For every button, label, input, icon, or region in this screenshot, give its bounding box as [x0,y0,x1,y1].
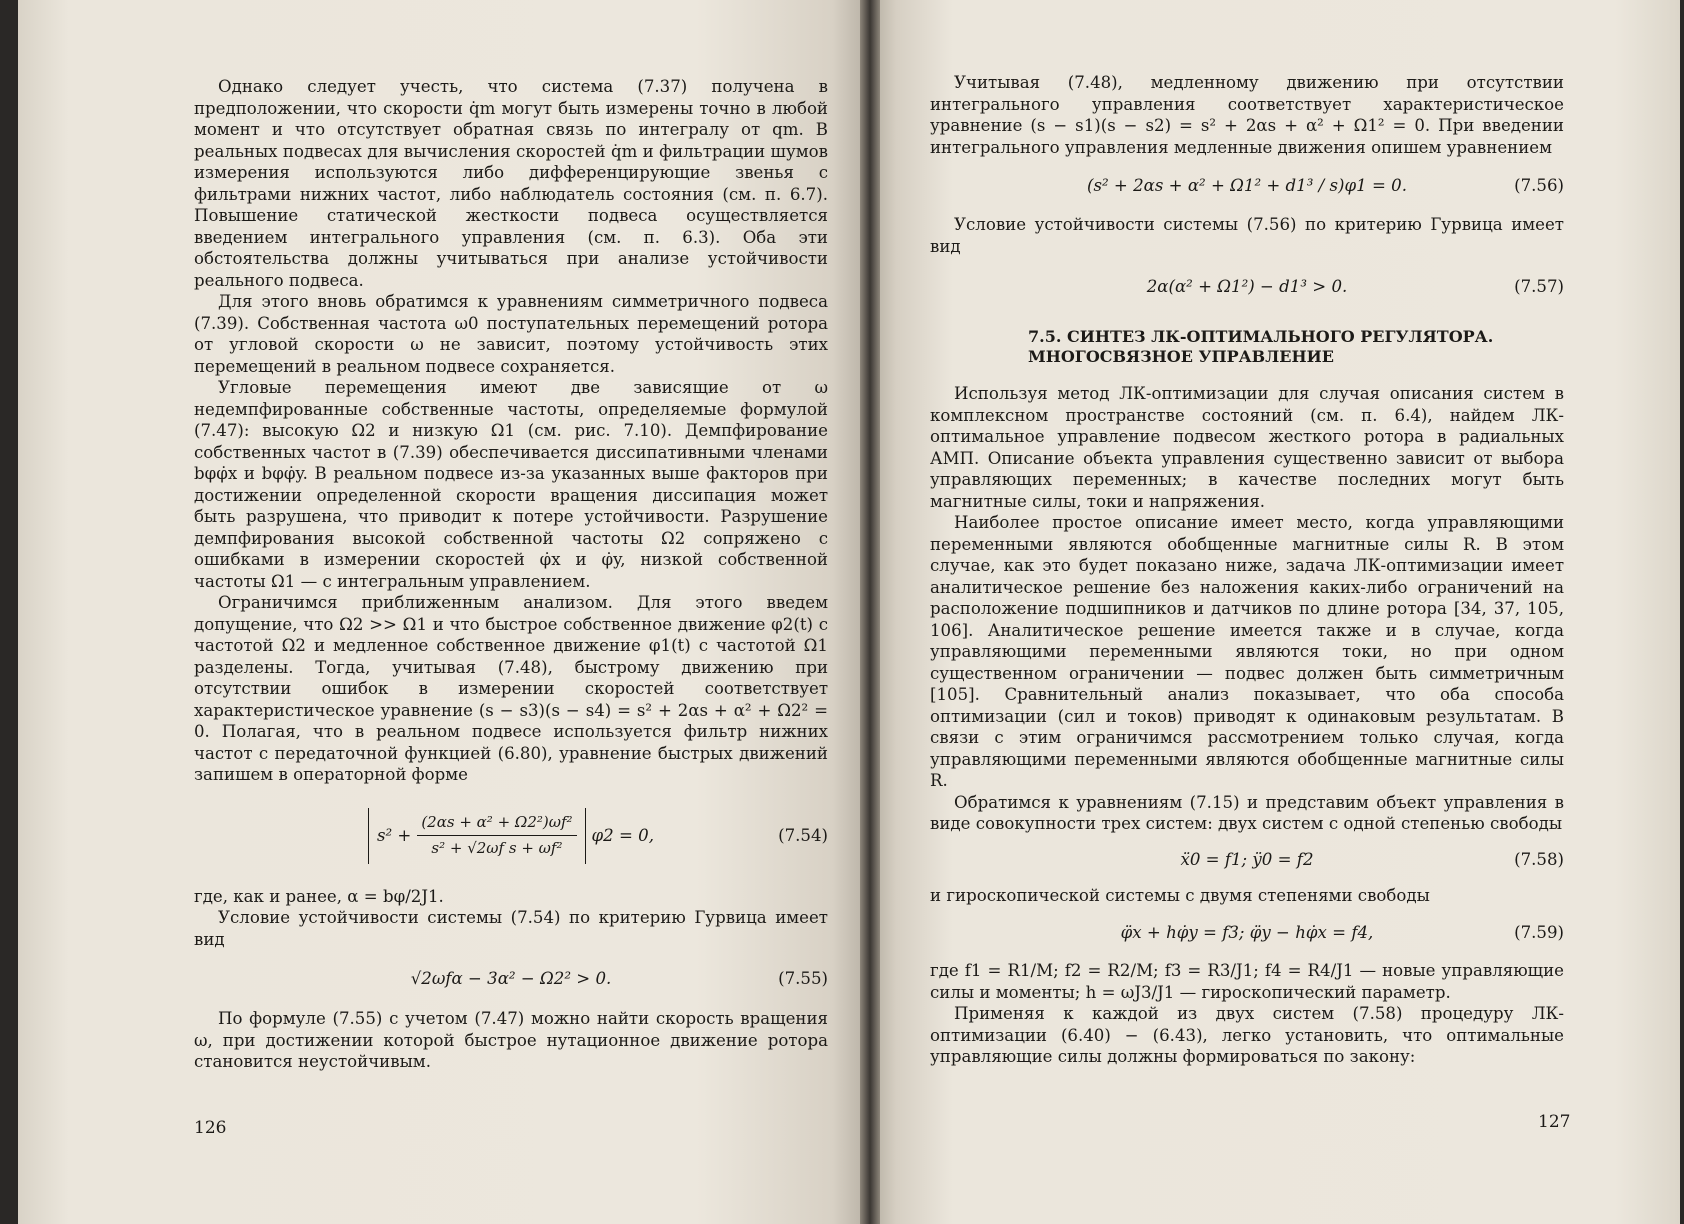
paragraph: Обратимся к уравнениям (7.15) и представим объект управления в виде совокупности трех систем: двух систем с одной степенью свободы [930,792,1564,833]
paragraph: Угловые перемещения имеют две зависящие от ω недемпфированные собственные частоты, определяемые формулой (7.47): высокую Ω2 и низкую Ω1 (см. рис. 7.10). Демпфирование собственных частот в (7.39) обеспечивается диссипативными членами bφφ̇x и bφφ̇y. В реальном подвесе из-за указанных выше факторов при достижении определенной скорости вращения диссипация может быть разрушена, что приводит к потере устойчивости. Разрушение демпфирования высокой собственной частоты Ω2 сопряжено с ошибками в измерении скоростей φ̇x и φ̇y, низкой собственной частоты Ω1 — с интегральным управлением. [194,378,828,591]
equation-7-59 [930,916,1564,950]
paragraph: Наиболее простое описание имеет место, когда управляющими переменными являются обобщенные магнитные силы R. В этом случае, как это будет показано ниже, задача ЛК-оптимизации имеет аналитическое решение без наложения каких-либо ограничений на расположение подшипников и датчиков по длине ротора [34, 37, 105, 106]. Аналитическое решение имеется также и в случае, когда управляющими переменными являются токи, но при одном существенном ограничении — подвес должен быть симметричным [105]. Сравнительный анализ показывает, что оба способа оптимизации (сил и токов) приводят к одинаковым результатам. В связи с этим ограничимся рассмотрением только случая, когда управляющими переменными являются обобщенные магнитные силы R. [930,513,1564,790]
fraction-numerator: (2αs + α² + Ω2²)ωf² [417,812,576,837]
equation-7-57 [930,267,1564,307]
equation-7-58 [930,845,1564,875]
eq-expr: ẍ0 = f1; ÿ0 = f2 [1180,849,1314,869]
paragraph: Используя метод ЛК-оптимизации для случая описания систем в комплексном пространстве состояний (см. п. 6.4), найдем ЛК-оптимальное управление подвесом жесткого ротора в радиальных АМП. Описание объекта управления существенно зависит от выбора управляющих переменных; в качестве последних могут быть магнитные силы, токи и напряжения. [930,384,1564,511]
paragraph: Для этого вновь обратимся к уравнениям симметричного подвеса (7.39). Собственная частота ω0 поступательных перемещений ротора от угловой скорости ω не зависит, поэтому устойчивость этих перемещений в реальном подвесе сохраняется. [194,292,828,376]
paragraph: Однако следует учесть, что система (7.37) получена в предположении, что скорости q̇m могут быть измерены точно в любой момент и что отсутствует обратная связь по интегралу от qm. В реальных подвесах для вычисления скоростей q̇m и фильтрации шумов измерения используются либо дифференцирующие звенья с фильтрами нижних частот, либо наблюдатель состояния (см. п. 6.7). Повышение статической жесткости подвеса осуществляется введением интегрального управления (см. п. 6.3). Оба эти обстоятельства должны учитываться при анализе устойчивости реального подвеса. [194,77,828,290]
paragraph: где, как и ранее, α = bφ/2J1. [194,886,444,906]
equation-7-56 [930,168,1564,204]
paragraph: Учитывая (7.48), медленному движению при отсутствии интегрального управления соответствует характеристическое уравнение (s − s1)(s − s2) = s² + 2αs + α² + Ω1² = 0. При введении интегрального управления медленные движения опишем уравнением [930,73,1564,157]
book-gutter [860,0,880,1224]
fraction [417,812,576,860]
paragraph: и гироскопической системы с двумя степенями свободы [930,885,1430,905]
eq-expr: φ̈x + hφ̇y = f3; φ̈y − hφ̇x = f4, [1120,923,1374,943]
eq-lead: s² + [376,825,412,845]
paragraph: Ограничимся приближенным анализом. Для этого введем допущение, что Ω2 >> Ω1 и что быстрое собственное движение φ2(t) с частотой Ω2 и медленное собственное движение φ1(t) с частотой Ω1 разделены. Тогда, учитывая (7.48), быстрому движению при отсутствии ошибок в измерении скоростей соответствует характеристическое уравнение (s − s3)(s − s4) = s² + 2αs + α² + Ω2² = 0. Полагая, что в реальном подвесе используется фильтр нижних частот с передаточной функцией (6.80), уравнение быстрых движений запишем в операторной форме [194,593,828,784]
heading-line: МНОГОСВЯЗНОЕ УПРАВЛЕНИЕ [1028,347,1334,366]
equation-label: (7.55) [778,969,828,989]
equation-label: (7.57) [1514,277,1564,297]
paragraph: По формуле (7.55) с учетом (7.47) можно найти скорость вращения ω, при достижении которой быстрое нутационное движение ротора становится неустойчивым. [194,1009,828,1071]
paragraph: Условие устойчивости системы (7.56) по критерию Гурвица имеет вид [930,215,1564,256]
fraction-denominator: s² + √2ωf s + ωf² [431,839,563,857]
equation-label: (7.59) [1514,923,1564,943]
equation-label: (7.54) [778,825,828,845]
paragraph: Условие устойчивости системы (7.54) по критерию Гурвица имеет вид [194,908,828,949]
eq-expr: √2ωfα − 3α² − Ω2² > 0. [410,969,612,989]
eq-expr: (s² + 2αs + α² + Ω1² + d1³ / s)φ1 = 0. [1087,176,1407,196]
bracket-group [368,808,586,864]
equation-label: (7.56) [1514,176,1564,196]
page-number-left: 126 [194,1118,227,1138]
eq-tail: φ2 = 0, [591,825,655,845]
equation-7-55 [194,960,828,998]
equation-7-54 [194,796,828,876]
paragraph: где f1 = R1/M; f2 = R2/M; f3 = R3/J1; f4 = R4/J1 — новые управляющие силы и моменты; h = ωJ3/J1 — гироскопический параметр. [930,961,1564,1002]
right-page-body [930,72,1564,1068]
section-heading [930,327,1564,367]
paragraph: Применяя к каждой из двух систем (7.58) процедуру ЛК-оптимизации (6.40) − (6.43), легко установить, что оптимальные управляющие силы должны формироваться по закону: [930,1004,1564,1066]
left-page-body [194,76,828,1073]
eq-expr: 2α(α² + Ω1²) − d1³ > 0. [1146,277,1348,297]
heading-line: 7.5. СИНТЕЗ ЛК-ОПТИМАЛЬНОГО РЕГУЛЯТОРА. [1028,327,1494,346]
page-number-right: 127 [1538,1112,1571,1132]
equation-label: (7.58) [1514,849,1564,869]
